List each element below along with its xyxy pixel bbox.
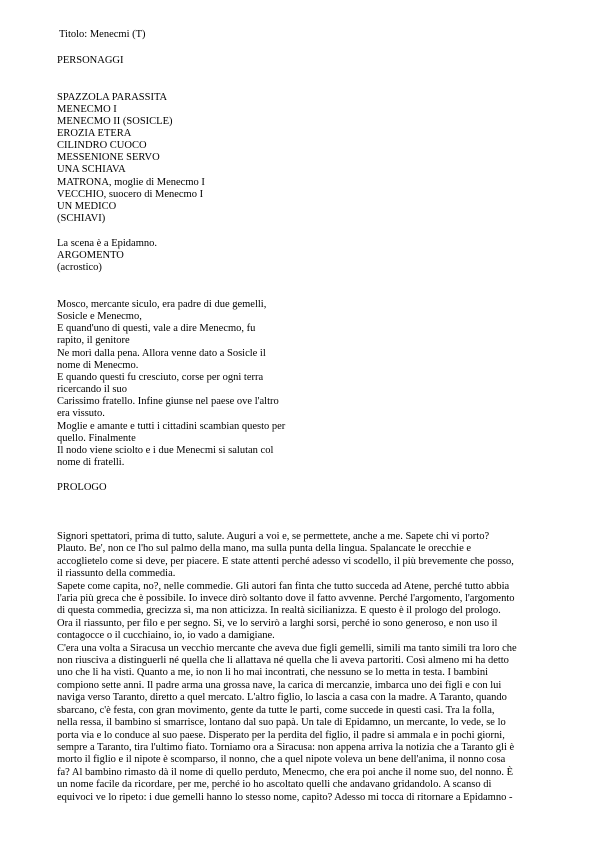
character-item: (SCHIAVI) — [57, 213, 106, 224]
prologo-line: Signori spettatori, prima di tutto, salute. Auguri a voi e, se permettete, anche a me. Sapete chi vi porto? — [57, 531, 490, 542]
document-title: Titolo: Menecmi (T) — [59, 29, 146, 40]
character-item: UN MEDICO — [57, 201, 117, 212]
prologo-line: porta via e lo conduce al suo paese. Disperato per la perdita del figlio, il padre si ammala e in pochi giorni, — [57, 729, 505, 741]
prologo-line: Ora il riassunto, per filo e per segno. Sì, ve lo servirò a larghi sorsi, perché io sono generoso, e non uso il — [57, 617, 498, 629]
argomento-heading: ARGOMENTO — [57, 250, 124, 261]
argomento-line: Ne morì dalla pena. Allora venne dato a Sosicle il — [57, 348, 266, 359]
argomento-line: E quando questi fu cresciuto, corse per ogni terra — [57, 372, 264, 383]
personaggi-heading: PERSONAGGI — [57, 55, 124, 66]
prologo-line: sempre a Taranto, tira l'ultimo fiato. Torniamo ora a Siracusa: non appena arriva la notizia che a Taranto gli è — [57, 741, 515, 753]
prologo-heading: PROLOGO — [57, 482, 107, 493]
prologo-line: l'aria più greca che è possibile. Io invece dirò soltanto dove il fatto avvenne. Perché l'argomento, l'argomento — [57, 593, 515, 605]
prologo-line: uno che li ha visti. Quanto a me, io non li ho mai incontrati, che nessuno se lo metta in testa. I bambini — [57, 667, 488, 679]
argomento-line: Sosicle e Menecmo, — [57, 311, 142, 322]
character-item: MENECMO II (SOSICLE) — [57, 116, 173, 127]
prologo-line: contagocce o il cucchiaino, io, io vado a damigiane. — [57, 630, 275, 642]
argomento-line: quello. Finalmente — [57, 433, 136, 444]
prologo-line: C'era una volta a Siracusa un vecchio mercante che aveva due figli gemelli, simili ma tanto simili tra loro che — [57, 642, 517, 654]
prologo-line: il riassunto della commedia. — [57, 568, 176, 580]
character-item: MATRONA, moglie di Menecmo I — [57, 177, 205, 188]
argomento-line: Il nodo viene sciolto e i due Menecmi si salutan col — [57, 445, 274, 456]
argomento-subheading: (acrostico) — [57, 262, 102, 273]
prologo-line: sbarcano, c'è festa, con gran movimento, gente da tutte le parti, come succede in questi casi. Tra la folla, — [57, 704, 495, 716]
prologo-line: naviga verso Taranto, diretto a quel mercato. L'altro figlio, lo lascia a casa con la madre. A Taranto, quando — [57, 692, 507, 704]
argomento-line: nome di fratelli. — [57, 457, 125, 468]
prologo-line: non riusciva a distinguerli né quella che li allattava né quella che li aveva partoriti. Così almeno mi ha detto — [57, 655, 509, 667]
prologo-line: equivoci ve lo ripeto: i due gemelli hanno lo stesso nome, capito? Adesso mi tocca di ritornare a Epidamno - — [57, 791, 513, 803]
argomento-line: ricercando il suo — [57, 384, 127, 395]
prologo-line: morto il figlio e il nipote è scomparso, il nonno, che a quel nipote voleva un bene dell'anima, il nonno cosa — [57, 754, 506, 766]
argomento-line: Mosco, mercante siculo, era padre di due gemelli, — [57, 299, 267, 310]
prologo-line: Sapete come capita, no?, nelle commedie. Gli autori fan finta che tutto succeda ad Atene, perché tutto abbia — [57, 580, 510, 592]
character-item: VECCHIO, suocero di Menecmo I — [57, 189, 204, 200]
prologo-text — [57, 531, 547, 804]
argomento-line: nome di Menecmo. — [57, 360, 139, 371]
prologo-line: di questa commedia, grecizza sì, ma non atticizza. In realtà sicilianizza. E questo è il prologo del prologo. — [57, 605, 501, 617]
prologo-line: fa? Al bambino rimasto dà il nome di quello perduto, Menecmo, che era poi anche il nome suo, del nonno. È — [57, 766, 514, 778]
setting-text: La scena è a Epidamno. — [57, 238, 157, 249]
argomento-line: rapito, il genitore — [57, 335, 130, 346]
argomento-line: Carissimo fratello. Infine giunse nel paese ove l'altro — [57, 396, 279, 407]
prologo-line: compiono sette anni. Il padre arma una grossa nave, la carica di mercanzie, imbarca uno dei figli e con lui — [57, 679, 502, 691]
character-item: CILINDRO CUOCO — [57, 140, 147, 151]
prologo-line: Plauto. Be', non ce l'ho sul palmo della mano, ma sulla punta della lingua. Spalancate le orecchie e — [57, 543, 472, 555]
character-item: MENECMO I — [57, 104, 117, 115]
prologo-line: accoglietelo come si deve, per piacere. E state attenti perché adesso vi scodello, il più brevemente che posso, — [57, 555, 514, 567]
argomento-line: Moglie e amante e tutti i cittadini scambian questo per — [57, 421, 286, 432]
argomento-line: E quand'uno di questi, vale a dire Menecmo, fu — [57, 323, 256, 334]
character-item: SPAZZOLA PARASSITA — [57, 92, 168, 103]
character-item: UNA SCHIAVA — [57, 164, 126, 175]
argomento-line: era vissuto. — [57, 408, 105, 419]
character-item: MESSENIONE SERVO — [57, 152, 160, 163]
prologo-line: un nome facile da ricordare, per me, perché io ho ascoltato quelli che andavano gridandolo. A scanso di — [57, 779, 492, 791]
prologo-line: nella ressa, il bambino si smarrisce, lontano dal suo papà. Un tale di Epidamno, un mercante, lo vede, se lo — [57, 717, 506, 729]
character-item: EROZIA ETERA — [57, 128, 132, 139]
